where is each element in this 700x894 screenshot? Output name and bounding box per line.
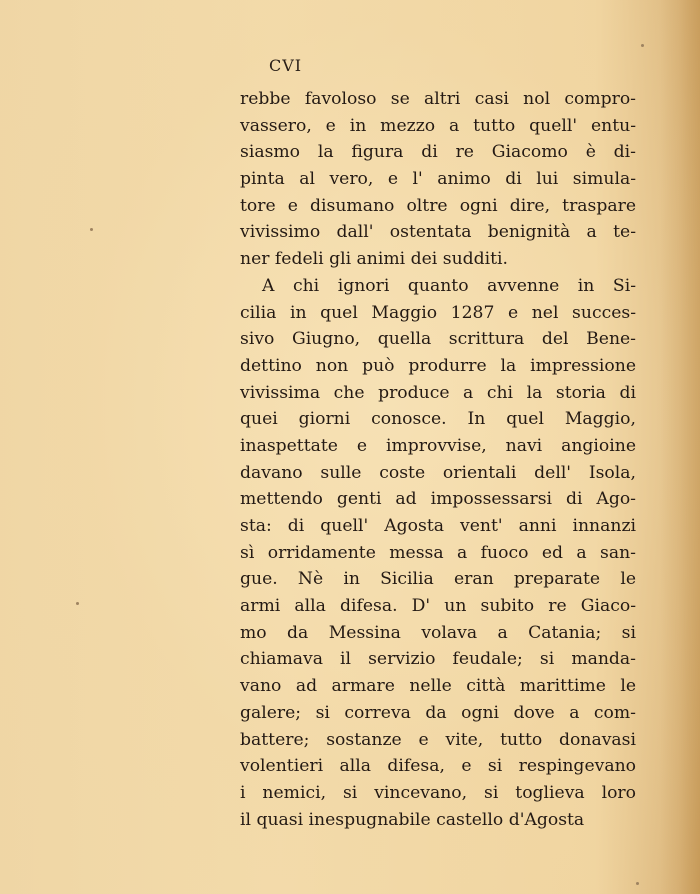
paper-speck: [641, 44, 644, 47]
text-line: vano ad armare nelle città marittime le: [240, 676, 636, 697]
text-line: pinta al vero, e l' animo di lui simula-: [240, 169, 636, 190]
paragraph: [240, 86, 636, 273]
text-line: cilia in quel Maggio 1287 e nel succes-: [240, 302, 636, 323]
paper-speck: [636, 882, 639, 885]
text-line: A chi ignori quanto avvenne in Si-: [262, 275, 636, 296]
text-line: ner fedeli gli animi dei sudditi.: [240, 249, 509, 270]
paragraph: [240, 273, 636, 833]
text-line: vivissima che produce a chi la storia di: [240, 382, 636, 403]
paper-speck: [90, 228, 93, 231]
text-line: battere; sostanze e vite, tutto donavasi: [240, 729, 636, 750]
body-text: [240, 86, 636, 833]
text-line: mo da Messina volava a Catania; si: [240, 622, 636, 643]
text-line: sivo Giugno, quella scrittura del Bene-: [240, 329, 636, 350]
text-line: vivissimo dall' ostentata benignità a te-: [240, 222, 636, 243]
text-line: i nemici, si vincevano, si toglieva loro: [240, 782, 636, 803]
text-line: volentieri alla difesa, e si respingevano: [240, 756, 636, 777]
text-line: rebbe favoloso se altri casi nol compro-: [240, 89, 636, 109]
text-line: galere; si correva da ogni dove a com-: [240, 702, 636, 723]
page-number: CVI: [269, 56, 303, 75]
text-line: armi alla difesa. D' un subito re Giaco-: [240, 596, 636, 617]
text-line: siasmo la figura di re Giacomo è di-: [240, 142, 636, 163]
paper-speck: [76, 602, 79, 605]
text-line: dettino non può produrre la impressione: [240, 355, 636, 376]
page-edge-shadow: [660, 0, 700, 894]
text-line: davano sulle coste orientali dell' Isola,: [240, 462, 636, 483]
text-line: sì orridamente messa a fuoco ed a san-: [240, 542, 636, 563]
text-line: chiamava il servizio feudale; si manda-: [240, 649, 636, 670]
text-line: sta: di quell' Agosta vent' anni innanzi: [240, 516, 636, 536]
text-line: mettendo genti ad impossessarsi di Ago-: [240, 489, 636, 510]
text-line: il quasi inespugnabile castello d'Agosta: [240, 809, 585, 830]
text-line: vassero, e in mezzo a tutto quell' entu-: [240, 115, 636, 136]
text-line: tore e disumano oltre ogni dire, traspare: [240, 195, 636, 216]
text-line: gue. Nè in Sicilia eran preparate le: [240, 569, 636, 590]
text-line: inaspettate e improvvise, navi angioine: [240, 435, 636, 456]
text-line: quei giorni conosce. In quel Maggio,: [240, 409, 636, 430]
